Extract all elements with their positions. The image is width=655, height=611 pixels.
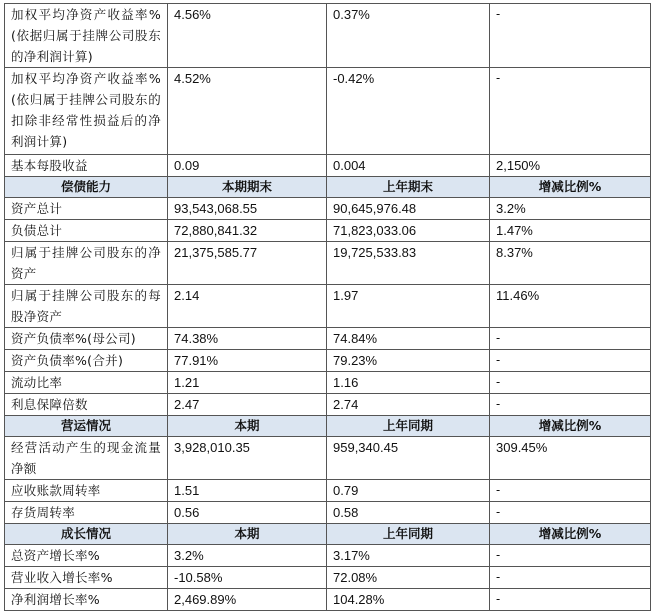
- prior-value-cell: 0.58: [327, 502, 490, 524]
- prior-value-cell: 104.28%: [327, 589, 490, 611]
- header-cell: 成长情况: [5, 524, 168, 545]
- change-cell: 8.37%: [490, 242, 651, 285]
- change-cell: -: [490, 480, 651, 502]
- prior-value-cell: 1.16: [327, 372, 490, 394]
- header-cell: 上年同期: [327, 416, 490, 437]
- change-cell: 11.46%: [490, 285, 651, 328]
- table-row: [5, 155, 651, 177]
- change-cell: 309.45%: [490, 437, 651, 480]
- table-row: [5, 437, 651, 480]
- row-label-cell: 总资产增长率%: [5, 545, 168, 567]
- current-value-cell: 1.21: [168, 372, 327, 394]
- row-label-cell: 资产总计: [5, 198, 168, 220]
- table-row: [5, 589, 651, 611]
- table-row: [5, 285, 651, 328]
- row-label-cell: 归属于挂牌公司股东的净资产: [5, 242, 168, 285]
- row-label-cell: 应收账款周转率: [5, 480, 168, 502]
- table-row: [5, 328, 651, 350]
- row-label-cell: 加权平均净资产收益率%(依归属于挂牌公司股东的扣除非经常性损益后的净利润计算): [5, 68, 168, 155]
- current-value-cell: -10.58%: [168, 567, 327, 589]
- table-body: [5, 4, 651, 611]
- header-cell: 增减比例%: [490, 177, 651, 198]
- table-row: [5, 545, 651, 567]
- current-value-cell: 74.38%: [168, 328, 327, 350]
- table-row: [5, 567, 651, 589]
- current-value-cell: 3.2%: [168, 545, 327, 567]
- header-cell: 增减比例%: [490, 416, 651, 437]
- prior-value-cell: -0.42%: [327, 68, 490, 155]
- prior-value-cell: 0.79: [327, 480, 490, 502]
- header-cell: 偿债能力: [5, 177, 168, 198]
- table-row: [5, 198, 651, 220]
- current-value-cell: 0.09: [168, 155, 327, 177]
- row-label-cell: 经营活动产生的现金流量净额: [5, 437, 168, 480]
- table-row: [5, 480, 651, 502]
- change-cell: 3.2%: [490, 198, 651, 220]
- row-label-cell: 加权平均净资产收益率%(依据归属于挂牌公司股东的净利润计算): [5, 4, 168, 68]
- change-cell: -: [490, 545, 651, 567]
- row-label-cell: 营业收入增长率%: [5, 567, 168, 589]
- header-cell: 本期期末: [168, 177, 327, 198]
- current-value-cell: 2.14: [168, 285, 327, 328]
- current-value-cell: 93,543,068.55: [168, 198, 327, 220]
- prior-value-cell: 90,645,976.48: [327, 198, 490, 220]
- current-value-cell: 4.56%: [168, 4, 327, 68]
- header-cell: 增减比例%: [490, 524, 651, 545]
- row-label-cell: 资产负债率%(母公司): [5, 328, 168, 350]
- section-header-row: [5, 524, 651, 545]
- prior-value-cell: 79.23%: [327, 350, 490, 372]
- header-cell: 营运情况: [5, 416, 168, 437]
- header-cell: 上年同期: [327, 524, 490, 545]
- change-cell: -: [490, 589, 651, 611]
- row-label-cell: 基本每股收益: [5, 155, 168, 177]
- change-cell: -: [490, 502, 651, 524]
- table-row: [5, 242, 651, 285]
- change-cell: 1.47%: [490, 220, 651, 242]
- prior-value-cell: 2.74: [327, 394, 490, 416]
- row-label-cell: 负债总计: [5, 220, 168, 242]
- current-value-cell: 21,375,585.77: [168, 242, 327, 285]
- financial-indicators-table: [4, 3, 651, 611]
- change-cell: -: [490, 328, 651, 350]
- row-label-cell: 净利润增长率%: [5, 589, 168, 611]
- row-label-cell: 资产负债率%(合并): [5, 350, 168, 372]
- current-value-cell: 72,880,841.32: [168, 220, 327, 242]
- table-row: [5, 502, 651, 524]
- current-value-cell: 2.47: [168, 394, 327, 416]
- table-row: [5, 4, 651, 68]
- change-cell: 2,150%: [490, 155, 651, 177]
- table-row: [5, 394, 651, 416]
- prior-value-cell: 72.08%: [327, 567, 490, 589]
- section-header-row: [5, 177, 651, 198]
- header-cell: 上年期末: [327, 177, 490, 198]
- prior-value-cell: 0.004: [327, 155, 490, 177]
- section-header-row: [5, 416, 651, 437]
- current-value-cell: 4.52%: [168, 68, 327, 155]
- change-cell: -: [490, 394, 651, 416]
- table-row: [5, 68, 651, 155]
- table-row: [5, 220, 651, 242]
- prior-value-cell: 959,340.45: [327, 437, 490, 480]
- row-label-cell: 归属于挂牌公司股东的每股净资产: [5, 285, 168, 328]
- table-row: [5, 372, 651, 394]
- change-cell: -: [490, 350, 651, 372]
- current-value-cell: 0.56: [168, 502, 327, 524]
- prior-value-cell: 1.97: [327, 285, 490, 328]
- prior-value-cell: 3.17%: [327, 545, 490, 567]
- change-cell: -: [490, 68, 651, 155]
- row-label-cell: 存货周转率: [5, 502, 168, 524]
- header-cell: 本期: [168, 524, 327, 545]
- header-cell: 本期: [168, 416, 327, 437]
- row-label-cell: 利息保障倍数: [5, 394, 168, 416]
- change-cell: -: [490, 4, 651, 68]
- current-value-cell: 3,928,010.35: [168, 437, 327, 480]
- change-cell: -: [490, 372, 651, 394]
- prior-value-cell: 71,823,033.06: [327, 220, 490, 242]
- change-cell: -: [490, 567, 651, 589]
- prior-value-cell: 74.84%: [327, 328, 490, 350]
- row-label-cell: 流动比率: [5, 372, 168, 394]
- current-value-cell: 77.91%: [168, 350, 327, 372]
- table-row: [5, 350, 651, 372]
- current-value-cell: 1.51: [168, 480, 327, 502]
- prior-value-cell: 0.37%: [327, 4, 490, 68]
- prior-value-cell: 19,725,533.83: [327, 242, 490, 285]
- current-value-cell: 2,469.89%: [168, 589, 327, 611]
